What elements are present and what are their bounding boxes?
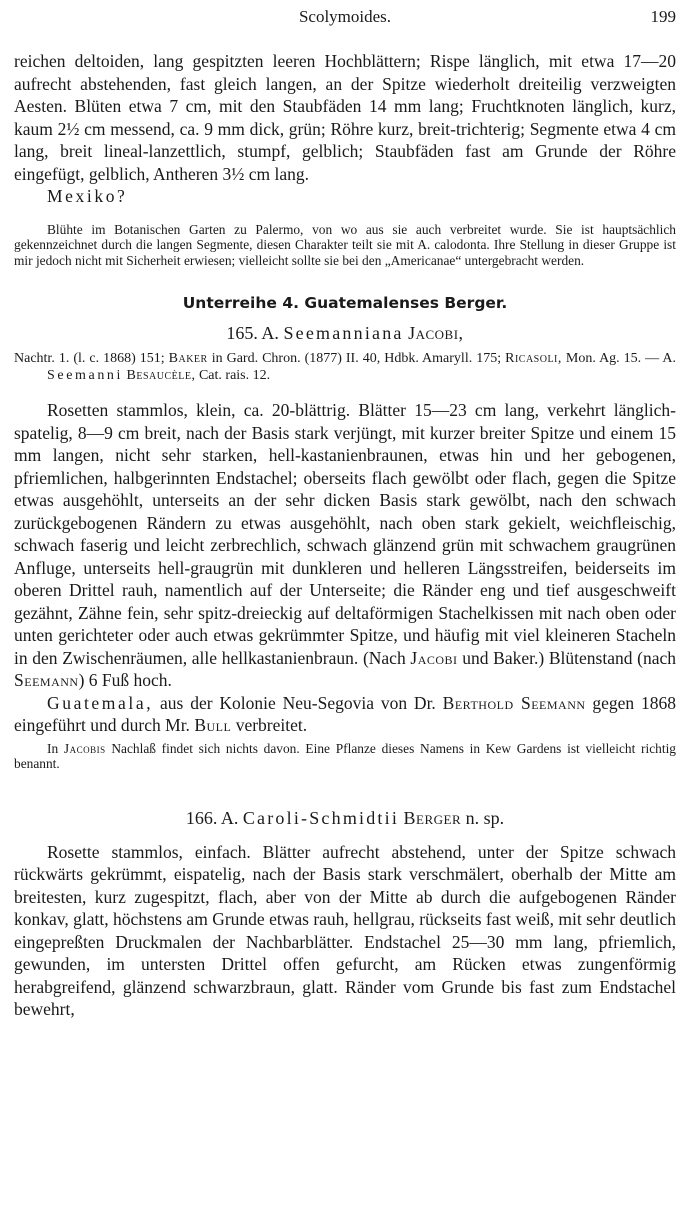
description-165	[14, 399, 676, 692]
species-name: Seemanniana	[283, 323, 404, 344]
origin-mexiko: Mexiko?	[47, 186, 128, 206]
origin-text: verbreitet.	[235, 715, 308, 736]
running-title: Scolymoides.	[298, 7, 392, 26]
synonymy-165	[14, 350, 676, 384]
person-name: Bull	[194, 715, 232, 736]
origin-text: gegen 1868 eingeführt und durch Mr.	[14, 692, 677, 736]
author-name: Seemann	[14, 670, 79, 691]
origin-country: Guatemala,	[47, 692, 154, 713]
author-name: Jacobi	[410, 647, 458, 668]
synonymy-text: Mon. Ag. 15. — A.	[565, 351, 677, 367]
species-author: Berger	[403, 807, 462, 828]
description-text: Rosetten stammlos, klein, ca. 20-blättrig. Blätter 15—23 cm lang, verkehrt länglich-spatelig, 8—9 cm breit, nach der Basis stark verjüngt, mit kurzer breiter Spitze und einem 15 mm langen, nicht sehr starken, hell-kastanienbraunen, etwas hin und her gebogenen, pfriemlichen, halbgerinnten Endstachel; oberseits flach gewölbt oder flach, gegen die Spitze etwas ausgehöhlt, unterseits an der sehr dicken Basis stark gewölbt, nach den schwach zurückgebogenen Rändern zu etwas ausgehöhlt, nach oben stark gekielt, weichfleischig, schwach faserig und leicht zerbrechlich, schwach glänzend grün mit schwachem graugrünen Anfluge, unterseits hell-graugrün mit dunkleren und helleren Längsstreifen, beiderseits im oberen Drittel rauh, namentlich auf der Unterseite; die Ränder eng und tief ausgeschweift gezähnt, Zähne fein, sehr spitz-dreieckig auf deltaförmigen Stachelkissen mit nach oben oder unten gerichteter oder auch etwas gekrümmter Spitze, und häufig mit viel kleineren Stacheln in den Zwischenräumen, alle hellkastanienbraun. (Nach	[14, 400, 676, 668]
synonymy-author: Baker	[168, 351, 208, 367]
note-text: In	[47, 740, 59, 756]
note-palermo: Blühte im Botanischen Garten zu Palermo, von wo aus sie auch verbreitet wurde. Sie ist hauptsächlich gekennzeichnet durch die langen Segmente, diesen Charakter teilt sie mit A. calodonta. Ihre Stellung in dieser Gruppe ist mir jedoch nicht mit Sicherheit erwiesen; vielleicht sollte sie bei den „Americanae“ untergebracht werden.	[14, 221, 676, 268]
species-name: Caroli-Schmidtii	[242, 807, 400, 828]
synonymy-author: Ricasoli,	[505, 351, 562, 367]
note-text: Nachlaß findet sich nichts davon. Eine Pflanze dieses Namens in Kew Gardens ist vielleicht richtig benannt.	[14, 740, 676, 772]
synonymy-text: Nachtr. 1. (l. c. 1868) 151;	[14, 351, 165, 367]
description-text: ) 6 Fuß hoch.	[78, 670, 172, 691]
origin-text: aus der Kolonie Neu-Segovia von Dr.	[160, 692, 436, 713]
species-heading-166	[14, 808, 676, 829]
note-165	[14, 741, 676, 772]
synonymy-species-name: Seemanni	[47, 368, 124, 384]
person-name: Berthold Seemann	[442, 692, 586, 713]
synonymy-text: in Gard. Chron. (1877) II. 40, Hdbk. Amaryll. 175;	[211, 351, 502, 367]
book-page	[14, 0, 676, 1021]
species-suffix: n. sp.	[465, 807, 505, 828]
page-number: 199	[650, 7, 676, 26]
continued-description-paragraph: reichen deltoiden, lang gespitzten leeren Hochblättern; Rispe länglich, mit etwa 17—20 aufrecht abstehenden, fast gleich langen, an der Spitze wiederholt dreiteilig verzweigten Aesten. Blüten etwa 7 cm, mit den Staubfäden 14 mm lang; Fruchtknoten länglich, kurz, kaum 2½ cm messend, ca. 9 mm dick, grün; Röhre kurz, breit-trichterig; Segmente etwa 4 cm lang, breit lineal-lanzettlich, stumpf, gelblich; Staubfäden fast am Grunde der Röhre eingefügt, gelblich, Antheren 3½ cm lang.	[14, 51, 676, 184]
species-heading-165	[14, 323, 676, 344]
species-number: 165. A.	[226, 323, 279, 344]
synonymy-author: Besaucèle,	[126, 368, 196, 384]
species-number: 166. A.	[185, 807, 239, 828]
running-head	[14, 0, 676, 30]
species-author: Jacobi,	[408, 323, 464, 344]
description-166: Rosette stammlos, einfach. Blätter aufrecht abstehend, unter der Spitze schwach rückwärts gekrümmt, eispatelig, nach der Basis stark verschmälert, oberhalb der Mitte am breitesten, kurz zugespitzt, flach, aber von der Mitte ab durch die aufgebogenen Ränder konkav, glatt, höchstens am Grunde etwas rauh, hellgrau, rückseits fast weiß, mit sehr deutlich eingepreßten Druckmalen der Nachbarblätter. Endstachel 25—30 mm lang, pfriemlich, gewunden, im untersten Drittel offen gefurcht, am Rücken etwas zungenförmig herabgreifend, glänzend schwarzbraun, glatt. Ränder vom Grunde bis fast zum Endstachel bewehrt,	[14, 841, 676, 1020]
description-text: und Baker.) Blütenstand (nach	[462, 647, 677, 668]
section-heading-guatemalenses: Unterreihe 4. Guatemalenses Berger.	[182, 294, 508, 313]
author-name: Jacobis	[63, 740, 106, 756]
synonymy-text: Cat. rais. 12.	[198, 368, 271, 384]
origin-165	[14, 692, 676, 737]
